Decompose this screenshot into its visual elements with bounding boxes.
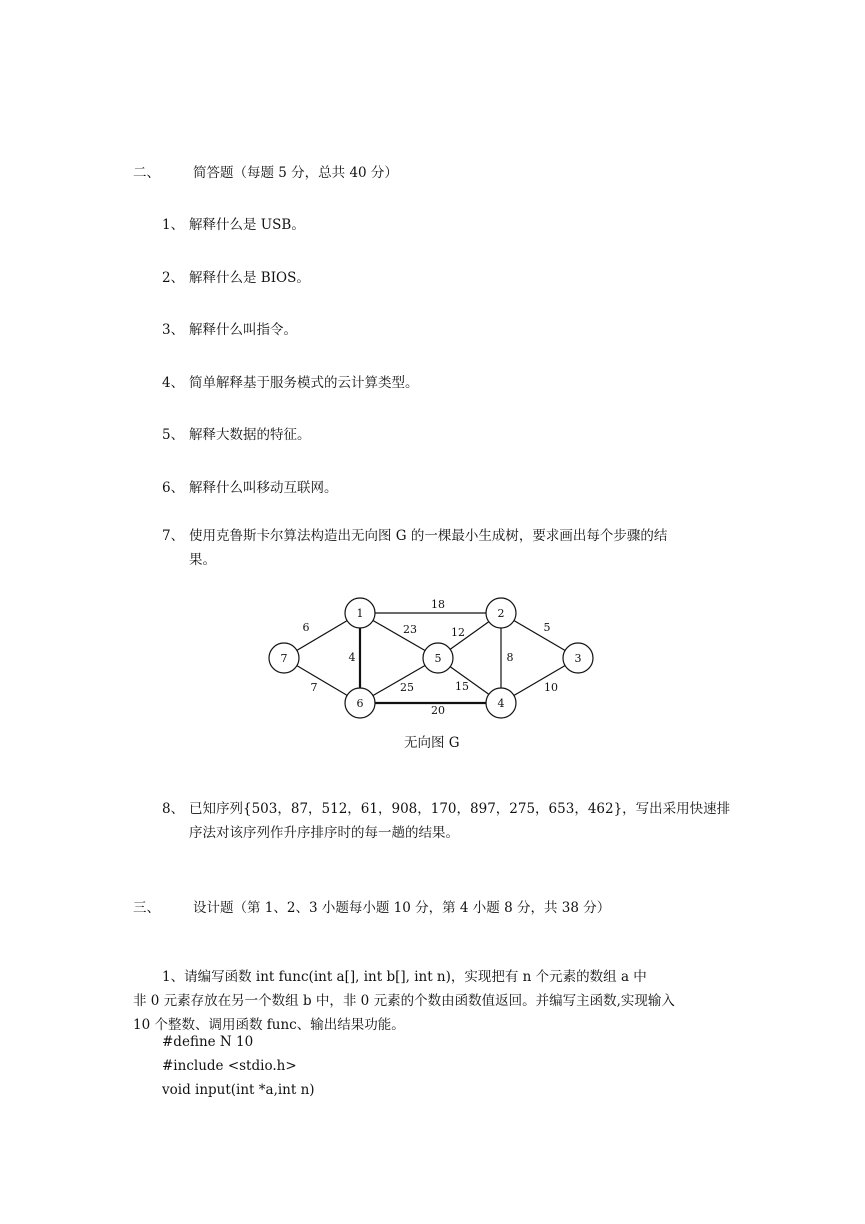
weight-1-6: 4 <box>348 651 356 664</box>
question-3-number: 3、 <box>162 322 185 338</box>
question-3-text: 解释什么叫指令。 <box>189 322 297 338</box>
question-8-text-line1: 已知序列{503，87，512，61，908，170，897，275，653，462}，写出采用快速排 <box>189 801 731 817</box>
weight-5-4: 15 <box>455 680 469 693</box>
question-4-number: 4、 <box>162 375 185 391</box>
question-1-number: 1、 <box>162 217 185 233</box>
node-5-label: 5 <box>434 652 442 665</box>
section-3-title: 设计题（第 1、2、3 小题每小题 10 分，第 4 小题 8 分，共 38 分） <box>193 900 611 916</box>
question-5-text: 解释大数据的特征。 <box>189 427 311 443</box>
node-2-label: 2 <box>497 607 505 620</box>
question-8-text-line2: 序法对该序列作升序排序时的每一趟的结果。 <box>189 825 459 841</box>
question-1-text: 解释什么是 USB。 <box>189 217 305 233</box>
weight-2-4: 8 <box>506 651 514 664</box>
weight-4-3: 10 <box>544 681 558 694</box>
section-3-number: 三、 <box>133 900 160 916</box>
question-8-number: 8、 <box>162 801 185 817</box>
code-line-2: #include <stdio.h> <box>162 1058 297 1074</box>
weight-1-7: 6 <box>302 621 310 634</box>
question-7-text-line1: 使用克鲁斯卡尔算法构造出无向图 G 的一棵最小生成树，要求画出每个步骤的结 <box>189 528 668 544</box>
node-1-label: 1 <box>356 607 364 620</box>
code-line-1: #define N 10 <box>162 1034 254 1050</box>
question-6-number: 6、 <box>162 480 185 496</box>
node-3-label: 3 <box>574 652 582 665</box>
weight-1-2: 18 <box>431 598 445 611</box>
graph-caption: 无向图 G <box>404 735 460 751</box>
node-6-label: 6 <box>356 697 364 710</box>
weight-2-3: 5 <box>543 621 551 634</box>
question-7-number: 7、 <box>162 528 185 544</box>
question-2-number: 2、 <box>162 270 185 286</box>
node-4-label: 4 <box>497 697 505 710</box>
weight-1-5: 23 <box>403 623 417 636</box>
weight-6-7: 7 <box>310 681 318 694</box>
node-7-label: 7 <box>280 652 288 665</box>
question-4-text: 简单解释基于服务模式的云计算类型。 <box>189 375 419 391</box>
weight-2-5: 12 <box>451 626 465 639</box>
question-7-text-line2: 果。 <box>189 552 216 568</box>
section-2-number: 二、 <box>133 165 160 181</box>
weight-6-4: 20 <box>431 704 445 717</box>
design-q1-line1: 1、请编写函数 int func(int a[], int b[], int n)，实现把有 n 个元素的数组 a 中 <box>162 969 647 985</box>
undirected-graph-g <box>0 590 865 720</box>
section-2-title: 简答题（每题 5 分，总共 40 分） <box>193 165 398 181</box>
question-2-text: 解释什么是 BIOS。 <box>189 270 310 286</box>
code-line-3: void input(int *a,int n) <box>162 1082 315 1098</box>
weight-5-6: 25 <box>400 681 414 694</box>
design-q1-line2: 非 0 元素存放在另一个数组 b 中，非 0 元素的个数由函数值返回。并编写主函数,实现输入 <box>133 993 675 1009</box>
question-6-text: 解释什么叫移动互联网。 <box>189 480 338 496</box>
design-q1-line3: 10 个整数、调用函数 func、输出结果功能。 <box>133 1017 405 1033</box>
question-5-number: 5、 <box>162 427 185 443</box>
